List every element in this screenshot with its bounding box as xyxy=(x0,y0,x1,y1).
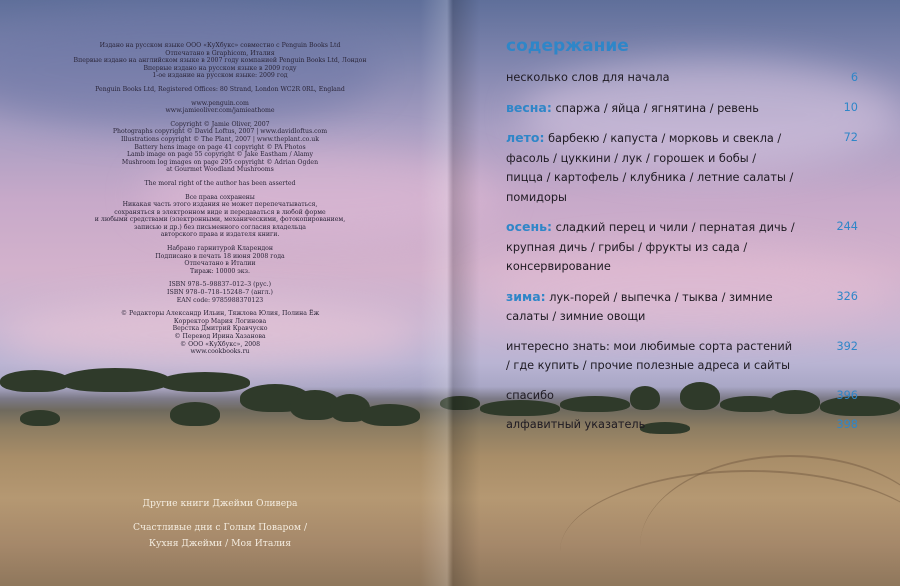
imprint-line: Никакая часть этого издания не может перепечатываться, xyxy=(122,201,318,209)
imprint-line: Впервые издано на английском языке в 2007 году компанией Penguin Books Ltd, Лондон xyxy=(73,57,367,65)
imprint-line: www.penguin.com xyxy=(191,99,249,107)
imprint-line: Все права сохранены xyxy=(185,193,255,201)
toc-season-label: зима: xyxy=(506,288,546,304)
imprint-line: Illustrations copyright © The Plant, 2007 | www.theplant.co.uk xyxy=(121,135,319,143)
imprint-line: 1-ое издание на русском языке: 2009 год xyxy=(152,72,288,80)
imprint-line: и любыми средствами (электронными, механическими, фотокопированием, xyxy=(94,216,346,224)
other-books-line: Кухня Джейми / Моя Италия xyxy=(148,538,292,549)
imprint-line: ISBN 978–5–98837–012–3 (рус.) xyxy=(169,281,271,289)
imprint-line: записью и др.) без письменного согласия владельца xyxy=(134,223,306,231)
toc-entry-text xyxy=(506,386,796,406)
toc-entry-text xyxy=(506,287,796,327)
table-of-contents xyxy=(506,68,858,445)
toc-entry[interactable] xyxy=(506,98,858,119)
other-books-title: Другие книги Джейми Оливера xyxy=(142,498,298,509)
other-books xyxy=(90,496,350,552)
imprint-line: EAN code: 9785988370123 xyxy=(176,296,264,304)
imprint-line: Тираж: 10000 экз. xyxy=(190,267,250,275)
imprint-text xyxy=(70,42,370,362)
toc-topics: барбекю / капуста / морковь и свекла / фасоль / цуккини / лук / горошек и бобы / пицца / картофель / клубника / летние салаты / помидоры xyxy=(506,132,794,204)
toc-entry-text xyxy=(506,217,796,277)
imprint-block xyxy=(70,100,370,115)
imprint-line: сохраняться в электронном виде и передаваться в любой форме xyxy=(114,208,326,216)
toc-entry[interactable] xyxy=(506,415,858,435)
imprint-block xyxy=(70,86,370,94)
toc-entry[interactable] xyxy=(506,386,858,406)
toc-entry[interactable] xyxy=(506,68,858,88)
imprint-line: Photographs copyright © David Loftus, 2007 | www.davidloftus.com xyxy=(112,128,328,136)
imprint-block xyxy=(70,121,370,174)
page-gutter xyxy=(420,0,480,586)
imprint-block xyxy=(70,194,370,240)
imprint-line: Отпечатано в Италии xyxy=(184,260,256,268)
imprint-line: The moral right of the author has been asserted xyxy=(144,179,296,187)
toc-page-number: 398 xyxy=(836,418,858,431)
imprint-line: Корректор Мария Логинова xyxy=(173,317,267,325)
imprint-line: авторского права и издателя книги. xyxy=(160,231,280,239)
imprint-block xyxy=(70,245,370,275)
imprint-line: Издано на русском языке ООО «КуХбукс» совместно с Penguin Books Ltd xyxy=(99,42,341,49)
imprint-line: Впервые издано на русском языке в 2009 году xyxy=(143,64,297,72)
toc-season-label: осень: xyxy=(506,219,553,234)
toc-topics: лук-порей / выпечка / тыква / зимние салаты / зимние овощи xyxy=(506,290,773,323)
toc-entry[interactable] xyxy=(506,337,858,376)
toc-page-number: 244 xyxy=(836,220,858,233)
toc-topics: спасибо xyxy=(506,388,554,402)
toc-season-label: весна: xyxy=(506,99,552,115)
toc-topics: сладкий перец и чили / пернатая дичь / крупная дичь / грибы / фрукты из сада / консервирование xyxy=(506,221,795,273)
imprint-line: ISBN 978–0–718–15248–7 (англ.) xyxy=(167,289,273,297)
imprint-block xyxy=(70,310,370,356)
field-track xyxy=(640,455,900,586)
imprint-line: © Перевод Ирина Хазанова xyxy=(174,333,266,340)
toc-entry-text xyxy=(506,128,796,207)
imprint-line: Набрано гарнитурой Кларендон xyxy=(166,245,274,253)
toc-page-number: 326 xyxy=(836,289,858,303)
toc-entry-text xyxy=(506,98,796,119)
toc-topics: спаржа / яйца / ягнятина / ревень xyxy=(555,101,759,115)
toc-page-number: 72 xyxy=(843,131,858,144)
toc-page-number: 396 xyxy=(836,388,858,402)
toc-entry[interactable] xyxy=(506,287,858,327)
toc-entry[interactable] xyxy=(506,217,858,277)
imprint-line: Copyright © Jamie Oliver, 2007 xyxy=(170,120,270,128)
toc-topics: несколько слов для начала xyxy=(506,71,670,84)
toc-topics: интересно знать: мои любимые сорта растений / где купить / прочие полезные адреса и сайты xyxy=(506,339,793,372)
imprint-block xyxy=(70,281,370,304)
toc-season-label: лето: xyxy=(506,130,545,145)
imprint-line: © ООО «КуХбукс», 2008 xyxy=(179,340,261,348)
imprint-line: © Редакторы Александр Ильин, Тяжлова Юлия, Полина Ёж xyxy=(120,310,320,318)
toc-entry[interactable] xyxy=(506,128,858,207)
imprint-line: Lamb image on page 55 copyright © Jake Eastham / Alamy xyxy=(126,151,314,159)
toc-page-number: 392 xyxy=(836,339,858,353)
toc-entry-text xyxy=(506,415,796,435)
imprint-line: Mushroom log images on page 295 copyright © Adrian Ogden xyxy=(121,158,319,166)
imprint-block xyxy=(70,180,370,188)
imprint-block xyxy=(70,42,370,80)
toc-entry-text xyxy=(506,337,796,376)
imprint-line: Penguin Books Ltd, Registered Offices: 80 Strand, London WC2R 0RL, England xyxy=(95,85,345,93)
toc-entry-text xyxy=(506,68,796,88)
toc-page-number: 6 xyxy=(850,71,858,84)
imprint-line: Battery hens image on page 41 copyright © PA Photos xyxy=(134,143,306,151)
imprint-line: at Gourmet Woodland Mushrooms xyxy=(166,166,274,174)
other-books-line: Счастливые дни с Голым Поваром / xyxy=(132,522,308,533)
toc-title: содержание xyxy=(506,36,629,56)
imprint-line: Верстка Дмитрий Кравчуско xyxy=(172,325,268,333)
toc-page-number: 10 xyxy=(843,100,858,114)
imprint-line: Отпечатано в Graphicom, Италия xyxy=(165,49,275,57)
imprint-line: www.jamieoliver.com/jamieathome xyxy=(165,107,275,115)
toc-topics: алфавитный указатель xyxy=(506,418,646,431)
imprint-line: Подписано в печать 18 июня 2008 года xyxy=(155,252,285,260)
imprint-line: www.cookbooks.ru xyxy=(190,348,250,356)
